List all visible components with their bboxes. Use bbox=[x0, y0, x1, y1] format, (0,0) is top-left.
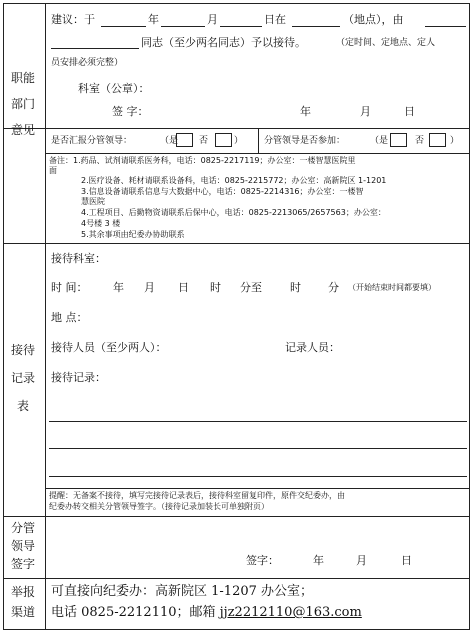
leader-month-label: 月 bbox=[356, 554, 367, 567]
month-blank[interactable] bbox=[161, 26, 205, 27]
sign-year-label: 年 bbox=[300, 105, 311, 118]
record-dept-label: 接待科室： bbox=[51, 252, 106, 265]
leader-report-label: 是否汇报分管领导： bbox=[51, 136, 133, 146]
note-line-2: 员安排必须完整） bbox=[51, 58, 124, 68]
section-label-leader-sign: 分管 领导 签字 bbox=[10, 521, 35, 571]
remark-line-4b: 4号楼 3 楼 bbox=[81, 219, 121, 228]
leader-attend-label: 分管领导是否参加： bbox=[264, 136, 346, 146]
place-label: （地点），由 bbox=[343, 13, 404, 26]
notes-line-2[interactable] bbox=[49, 448, 467, 449]
leader-attend-yes-checkbox[interactable] bbox=[390, 133, 407, 147]
suggest-label: 建议：于 bbox=[51, 13, 95, 26]
record-time-note: （开始结束时间都要填） bbox=[348, 283, 436, 292]
leader-day-label: 日 bbox=[401, 554, 412, 567]
notes-line-3[interactable] bbox=[49, 476, 467, 477]
record-staff-label: 接待人员（至少两人）： bbox=[51, 341, 167, 354]
leader-attend-close: ） bbox=[450, 136, 460, 146]
record-day-label: 日 bbox=[178, 281, 189, 294]
staff-blank-end[interactable] bbox=[425, 26, 466, 27]
leader-sign-label: 签字： bbox=[246, 554, 279, 567]
notes-line-1[interactable] bbox=[49, 421, 467, 422]
row-divider-leader bbox=[3, 516, 470, 517]
sign-day-label: 日 bbox=[404, 105, 415, 118]
remark-line-3b: 慧医院 bbox=[81, 197, 105, 206]
record-tip-line-2: 纪委办转交相关分管领导签字。（接待记录加装长可单独附页） bbox=[49, 502, 269, 511]
report-phone-text: 电话 0825-2212110；邮箱 bbox=[51, 605, 220, 620]
row-divider-report bbox=[3, 578, 470, 579]
leader-report-no-label: 否 bbox=[199, 136, 209, 146]
record-minute-to-label: 分至 bbox=[240, 281, 262, 294]
remark-line-2: 2.医疗设备、耗材请联系设备科，电话：0825-2215772；办公室：高新院区 1-1201 bbox=[81, 176, 387, 185]
dept-seal-label: 科室（公章）： bbox=[78, 82, 150, 95]
record-time-label: 时 间： bbox=[51, 281, 88, 294]
sign-month-label: 月 bbox=[360, 105, 371, 118]
report-email-link[interactable]: jjz2212110@163.com bbox=[219, 605, 362, 620]
row-divider-checks bbox=[45, 153, 470, 154]
day-at-label: 日在 bbox=[264, 13, 286, 26]
remark-line-1b: 面 bbox=[49, 166, 57, 175]
row-divider-opinion bbox=[3, 128, 470, 129]
month-label: 月 bbox=[207, 13, 218, 26]
record-minute-label: 分 bbox=[328, 281, 339, 294]
leader-report-yes-checkbox[interactable] bbox=[176, 133, 193, 147]
note-line-1: （定时间、定地点、定人 bbox=[336, 38, 436, 48]
record-tip-line-1: 提醒：无备案不接待，填写完接待记录表后，接待科室留复印件，原件交纪委办，由 bbox=[49, 491, 345, 500]
record-recorder-label: 记录人员： bbox=[285, 341, 340, 354]
checks-divider bbox=[258, 128, 259, 153]
leader-attend-no-label: 否 bbox=[415, 136, 425, 146]
section-label-record: 接待 记录 表 bbox=[10, 343, 35, 413]
report-line-2 bbox=[51, 606, 362, 619]
remark-line-3: 3.信息设备请联系信息与大数据中心，电话：0825-2214316；办公室：一楼智 bbox=[81, 187, 364, 196]
record-place-label: 地 点： bbox=[51, 311, 88, 324]
row-divider-record bbox=[3, 243, 470, 244]
colleagues-label: 同志（至少两名同志）予以接待。 bbox=[141, 36, 306, 49]
leader-attend-yes-label: （是 bbox=[370, 136, 389, 146]
section-label-report: 举报 渠道 bbox=[10, 585, 35, 619]
leader-attend-no-checkbox[interactable] bbox=[429, 133, 446, 147]
report-line-1: 可直接向纪委办：高新院区 1-1207 办公室； bbox=[51, 584, 314, 599]
sign-label: 签 字： bbox=[112, 105, 149, 118]
day-blank[interactable] bbox=[220, 26, 262, 27]
leader-year-label: 年 bbox=[313, 554, 324, 567]
place-blank[interactable] bbox=[292, 26, 340, 27]
remark-line-1: 备注：1.药品、试剂请联系医务科，电话：0825-2217119；办公室：一楼智慧医院里 bbox=[49, 156, 356, 165]
record-month-label: 月 bbox=[144, 281, 155, 294]
record-year-label: 年 bbox=[113, 281, 124, 294]
record-notes-label: 接待记录： bbox=[51, 371, 106, 384]
remark-line-5: 5.其余事项由纪委办协助联系 bbox=[81, 230, 185, 239]
record-hour2-label: 时 bbox=[290, 281, 301, 294]
staff-blank[interactable] bbox=[51, 48, 139, 49]
year-blank[interactable] bbox=[101, 26, 146, 27]
remark-line-4: 4.工程项目、后勤物资请联系后保中心，电话：0825-2213065/2657563；办公室： bbox=[81, 208, 386, 217]
row-divider-tip bbox=[45, 488, 470, 489]
record-hour-label: 时 bbox=[210, 281, 221, 294]
section-label-opinion: 职能 部门 意见 bbox=[10, 71, 35, 137]
label-column-divider bbox=[45, 3, 46, 630]
leader-report-close: ） bbox=[234, 136, 244, 146]
year-label: 年 bbox=[148, 13, 159, 26]
leader-report-no-checkbox[interactable] bbox=[215, 133, 232, 147]
leader-report-yes-label: （是 bbox=[160, 136, 179, 146]
